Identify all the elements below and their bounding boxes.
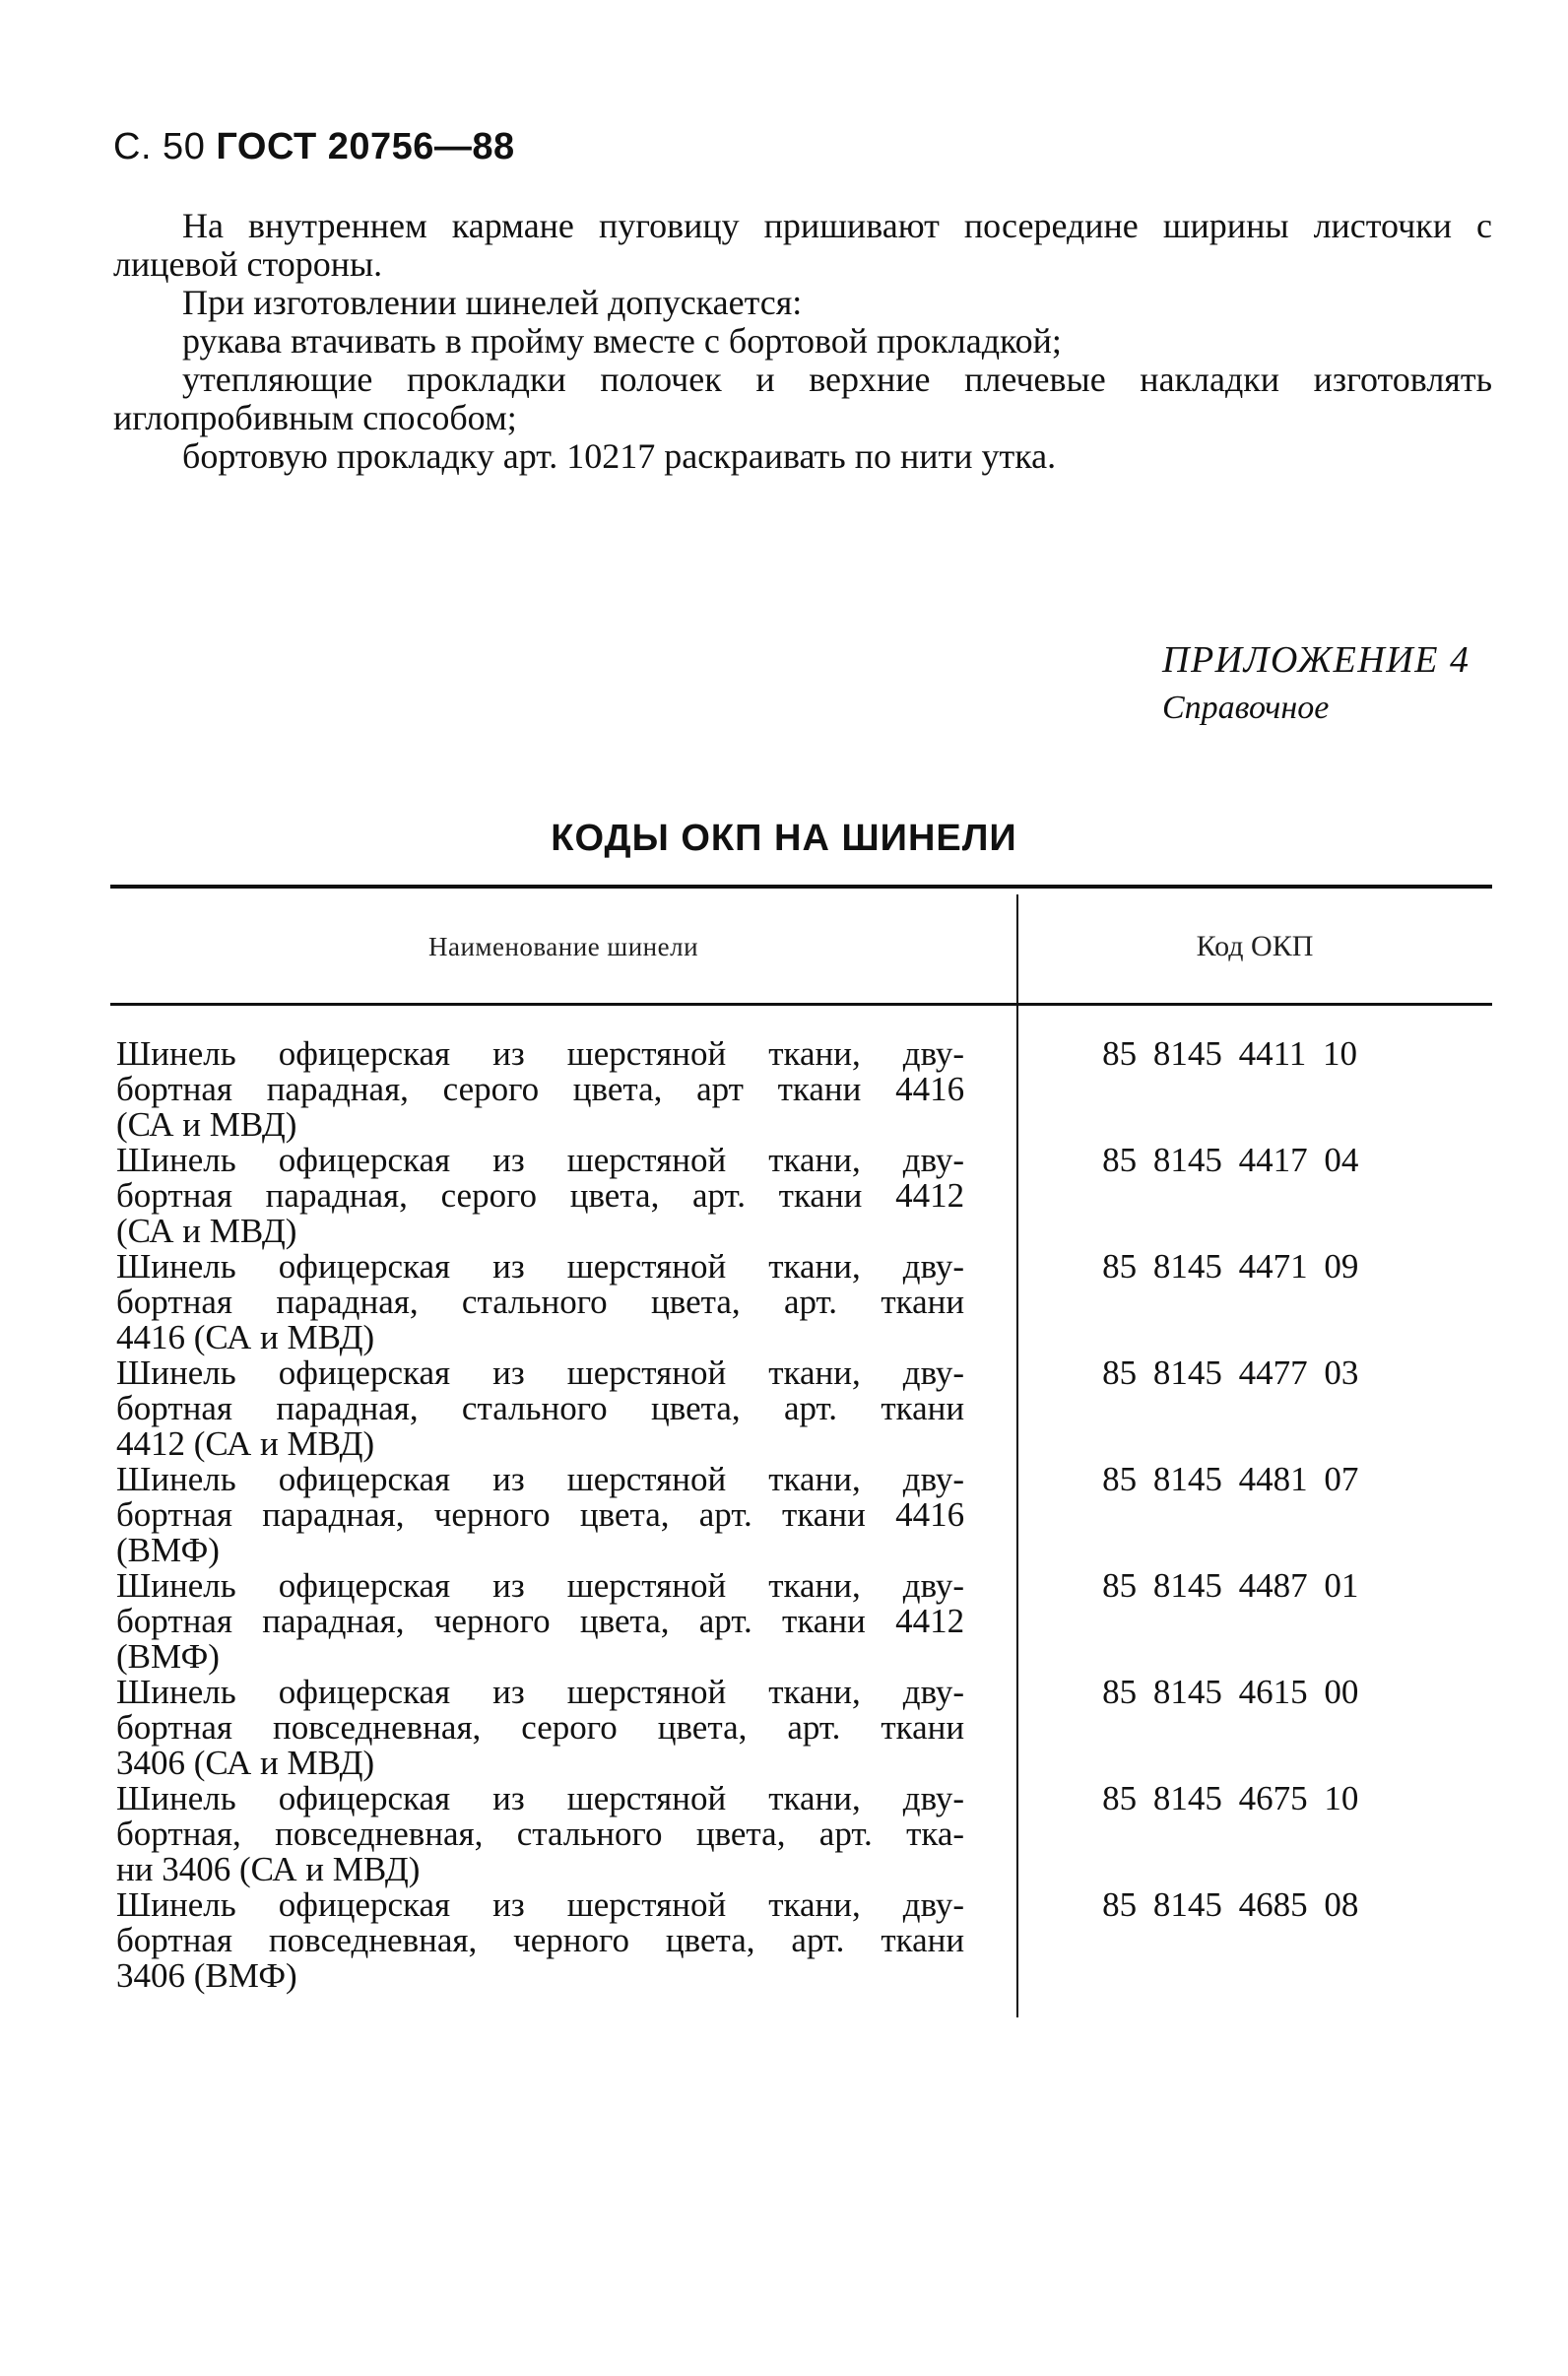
table-title: КОДЫ ОКП НА ШИНЕЛИ	[551, 818, 1017, 859]
cell-name-line: Шинель офицерская из шерстяной ткани, дву-	[116, 1673, 965, 1711]
table-header-rule	[110, 1003, 1492, 1006]
cell-name-line: Шинель офицерская из шерстяной ткани, дву-	[116, 1034, 965, 1073]
cell-code: 85 8145 4471 09	[1102, 1247, 1359, 1286]
cell-code: 85 8145 4487 01	[1102, 1566, 1359, 1605]
table-row	[116, 1143, 1492, 1249]
column-header-code: Код ОКП	[1196, 930, 1314, 962]
cell-name-line: бортная повседневная, черного цвета, арт. ткани	[116, 1921, 965, 1959]
cell-code: 85 8145 4477 03	[1102, 1353, 1359, 1392]
cell-name	[116, 1781, 964, 1887]
cell-name-line: Шинель офицерская из шерстяной ткани, дву-	[116, 1460, 965, 1498]
cell-code: 85 8145 4615 00	[1102, 1673, 1359, 1711]
table-body	[116, 1036, 1492, 1994]
appendix-type: Справочное	[1162, 690, 1330, 726]
cell-name	[116, 1887, 964, 1994]
table-row	[116, 1887, 1492, 1994]
cell-name-line: Шинель офицерская из шерстяной ткани, дву-	[116, 1247, 965, 1286]
cell-name-line: бортная парадная, черного цвета, арт. ткани 4412	[116, 1602, 965, 1640]
table-row	[116, 1675, 1492, 1781]
cell-name	[116, 1355, 964, 1462]
paragraph: бортовую прокладку арт. 10217 раскраивать по нити утка.	[182, 436, 1057, 476]
column-header-name: Наименование шинели	[427, 932, 699, 961]
table-row	[116, 1462, 1492, 1568]
body-text	[113, 207, 1492, 476]
running-head	[113, 126, 515, 168]
cell-name	[116, 1249, 964, 1355]
cell-name-line: (СА и МВД)	[116, 1105, 297, 1144]
cell-name-line: бортная, повседневная, стального цвета, арт. тка-	[116, 1815, 965, 1853]
cell-name	[116, 1675, 964, 1781]
cell-name	[116, 1462, 964, 1568]
table-row	[116, 1781, 1492, 1887]
cell-name-line: бортная парадная, черного цвета, арт. ткани 4416	[116, 1495, 965, 1534]
cell-name-line: (ВМФ)	[116, 1531, 220, 1569]
table-row	[116, 1249, 1492, 1355]
cell-name-line: бортная парадная, серого цвета, арт. ткани 4412	[116, 1176, 965, 1215]
cell-name-line: бортная парадная, серого цвета, арт ткани 4416	[116, 1070, 965, 1108]
cell-name-line: (ВМФ)	[116, 1637, 220, 1676]
cell-code: 85 8145 4685 08	[1102, 1885, 1359, 1924]
cell-name-line: Шинель офицерская из шерстяной ткани, дву-	[116, 1779, 965, 1817]
table-top-rule	[110, 885, 1492, 889]
paragraph: утепляющие прокладки полочек и верхние плечевые накладки изготовлять иглопробивным способом;	[113, 360, 1492, 437]
paragraph: На внутреннем кармане пуговицу пришивают посередине ширины листочки с лицевой стороны.	[113, 206, 1492, 284]
cell-name-line: бортная повседневная, серого цвета, арт. ткани	[116, 1708, 965, 1747]
cell-name-line: Шинель офицерская из шерстяной ткани, дву-	[116, 1353, 965, 1392]
paragraph: рукава втачивать в пройму вместе с бортовой прокладкой;	[182, 321, 1062, 361]
cell-code: 85 8145 4417 04	[1102, 1141, 1359, 1179]
cell-name-line: ни 3406 (СА и МВД)	[116, 1850, 421, 1888]
cell-code: 85 8145 4481 07	[1102, 1460, 1359, 1498]
standard-id: ГОСТ 20756—88	[216, 126, 515, 167]
table-row	[116, 1036, 1492, 1143]
cell-name-line: бортная парадная, стального цвета, арт. ткани	[116, 1283, 965, 1321]
table-row	[116, 1355, 1492, 1462]
page-number: С. 50	[113, 126, 206, 167]
paragraph: При изготовлении шинелей допускается:	[182, 283, 803, 322]
cell-name	[116, 1568, 964, 1675]
cell-name-line: Шинель офицерская из шерстяной ткани, дву-	[116, 1566, 965, 1605]
cell-code: 85 8145 4675 10	[1102, 1779, 1359, 1817]
cell-name	[116, 1143, 964, 1249]
cell-name-line: Шинель офицерская из шерстяной ткани, дву-	[116, 1141, 965, 1179]
appendix-label: ПРИЛОЖЕНИЕ 4	[1162, 639, 1470, 681]
table-row	[116, 1568, 1492, 1675]
cell-name-line: 4416 (СА и МВД)	[116, 1318, 375, 1356]
cell-code: 85 8145 4411 10	[1102, 1034, 1358, 1073]
cell-name-line: (СА и МВД)	[116, 1212, 297, 1250]
cell-name-line: 3406 (СА и МВД)	[116, 1744, 375, 1782]
cell-name-line: 3406 (ВМФ)	[116, 1956, 297, 1995]
cell-name	[116, 1036, 964, 1143]
cell-name-line: 4412 (СА и МВД)	[116, 1424, 375, 1463]
cell-name-line: бортная парадная, стального цвета, арт. ткани	[116, 1389, 965, 1427]
cell-name-line: Шинель офицерская из шерстяной ткани, дву-	[116, 1885, 965, 1924]
